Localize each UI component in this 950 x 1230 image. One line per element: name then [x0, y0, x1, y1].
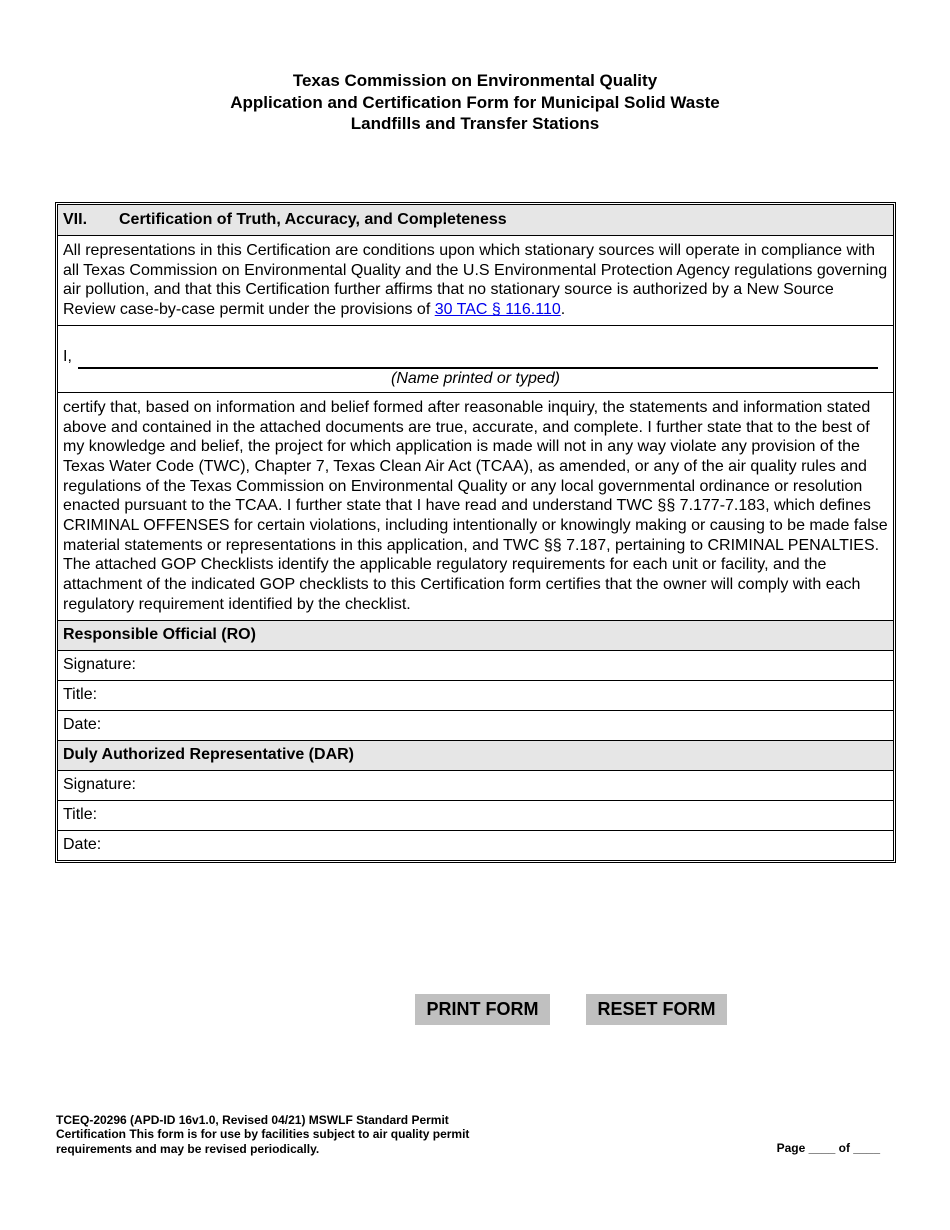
ro-date-field[interactable]: Date: — [58, 711, 893, 741]
dar-signature-row[interactable] — [58, 771, 893, 801]
dar-signature-field[interactable]: Signature: — [58, 771, 893, 801]
certification-table — [55, 202, 896, 863]
header-form-title: Application and Certification Form for Municipal Solid Waste — [230, 92, 720, 112]
footer-form-info — [56, 1113, 516, 1156]
name-caption: (Name printed or typed) — [391, 369, 560, 387]
footer-line-3: requirements and may be revised periodically. — [56, 1141, 320, 1156]
certify-row — [58, 393, 893, 621]
dar-title-field[interactable]: Title: — [58, 801, 893, 831]
dar-heading-row — [58, 741, 893, 771]
dar-date-field[interactable]: Date: — [63, 836, 102, 854]
section-title: Certification of Truth, Accuracy, and Completeness — [119, 211, 507, 228]
footer-line-2: Certification This form is for use by facilities subject to air quality permit — [56, 1127, 470, 1142]
ro-heading: Responsible Official (RO) — [58, 621, 893, 651]
reset-form-button[interactable]: RESET FORM — [586, 994, 727, 1025]
tac-116-110-link[interactable]: 30 TAC § 116.110 — [434, 301, 561, 319]
header-agency: Texas Commission on Environmental Quality — [292, 71, 658, 90]
header-form-subtitle: Landfills and Transfer Stations — [350, 114, 600, 133]
footer-line-1: TCEQ-20296 (APD-ID 16v1.0, Revised 04/21) MSWLF Standard Permit — [56, 1113, 449, 1127]
dar-heading: Duly Authorized Representative (DAR) — [58, 741, 893, 771]
ro-title-field[interactable]: Title: — [58, 681, 893, 711]
ro-date-row[interactable] — [58, 711, 893, 741]
name-prefix: I, — [63, 347, 72, 365]
page-number: Page ____ of ____ — [776, 1141, 880, 1155]
intro-text: All representations in this Certification are conditions upon which stationary sources will operate in compliance with all Texas Commission on Environmental Quality and the U.S Environmental Protection Agency regulations governing air pollution, and that this Certification further affirms that no stationary source is authorized by a New Source Review case-by-case permit under the provisions of — [63, 242, 888, 319]
name-input[interactable] — [78, 367, 878, 369]
print-form-button[interactable]: PRINT FORM — [415, 994, 550, 1025]
ro-signature-field[interactable]: Signature: — [58, 651, 893, 681]
section-header-row — [58, 205, 893, 236]
section-number: VII. — [63, 211, 88, 228]
ro-title-row[interactable] — [58, 681, 893, 711]
dar-date-row[interactable] — [58, 831, 893, 860]
ro-signature-row[interactable] — [58, 651, 893, 681]
dar-title-row[interactable] — [58, 801, 893, 831]
intro-end: . — [560, 301, 566, 319]
ro-heading-row — [58, 621, 893, 651]
form-header — [0, 70, 950, 135]
intro-row — [58, 236, 893, 326]
name-row — [58, 326, 893, 393]
certify-text: certify that, based on information and belief formed after reasonable inquiry, the statements and information stated above and contained in the attached documents are true, accurate, and complete. I further state that to the best of my knowledge and belief, the project for which application is made will not in any way violate any provision of the Texas Water Code (TWC), Chapter 7, Texas Clean Air Act (TCAA), as amended, or any of the air quality rules and regulations of the Texas Commission on Environmental Quality or any local governmental ordinance or resolution enacted pursuant to the TCAA. I further state that I have read and understand TWC §§ 7.177-7.183, which defines CRIMINAL OFFENSES for certain violations, including intentionally or knowingly making or causing to be made false material statements or representations in this application, and TWC §§ 7.187, pertaining to CRIMINAL PENALTIES. The attached GOP Checklists identify the applicable regulatory requirements for each unit or facility, and the attachment of the indicated GOP checklists to this Certification form certifies that the owner will comply with each regulatory requirement identified by the checklist. — [58, 393, 893, 621]
